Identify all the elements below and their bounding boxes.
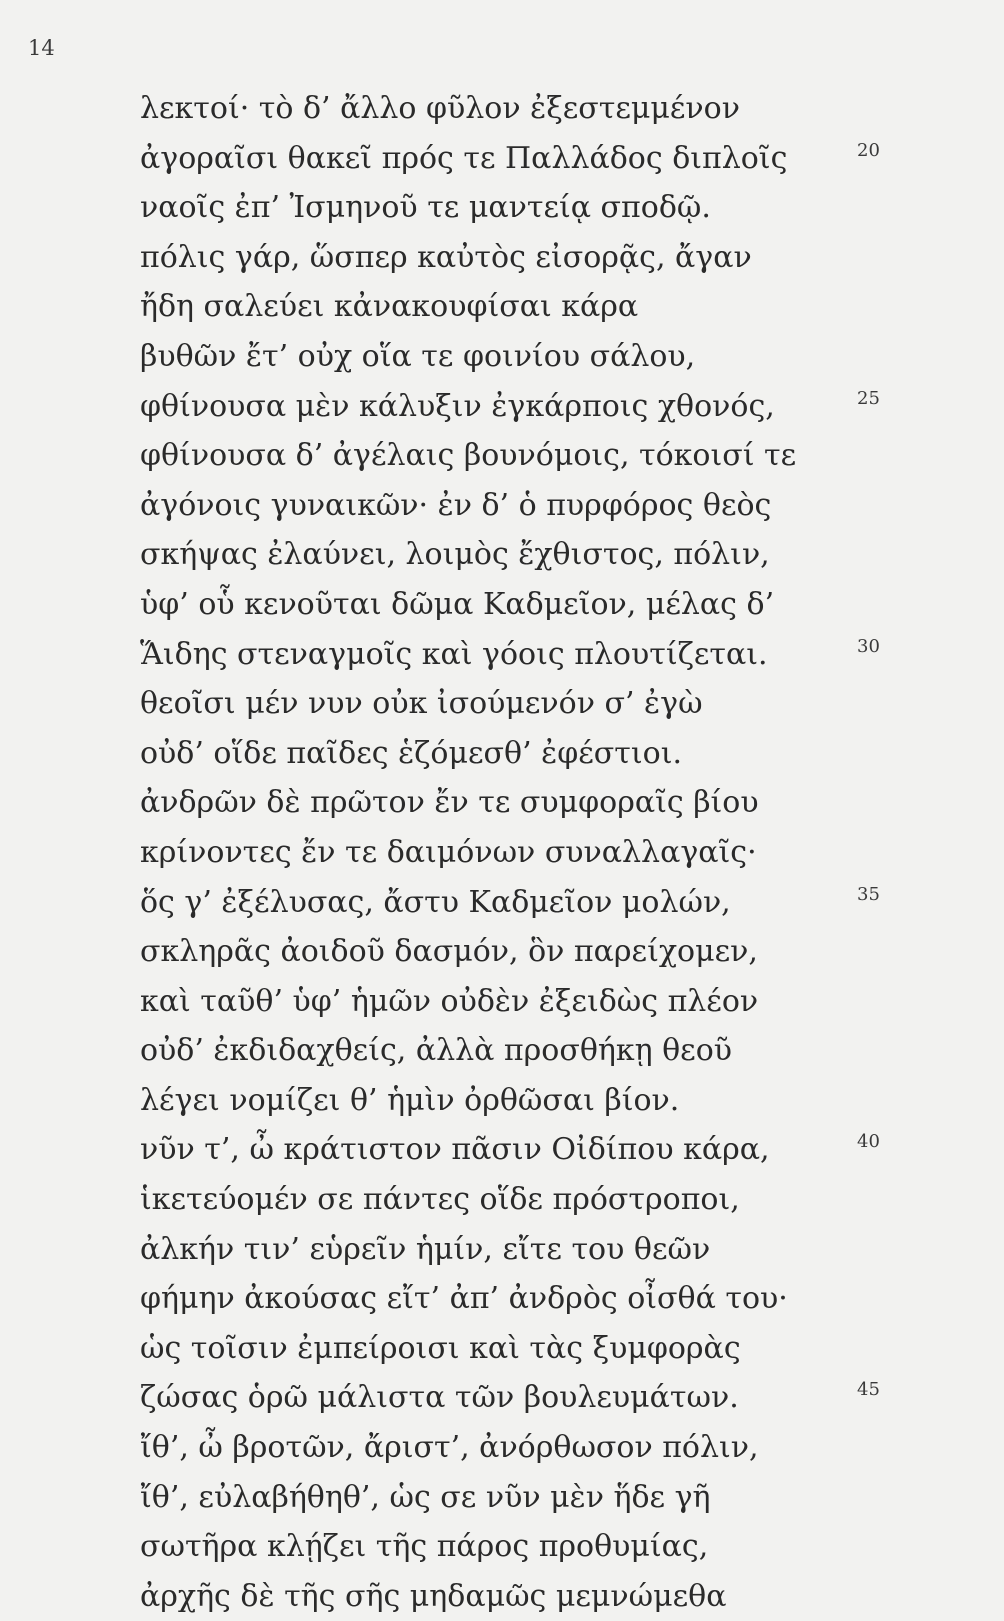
verse-line — [140, 84, 940, 134]
verse-line — [140, 134, 940, 184]
verse-line-text: κρίνοντες ἔν τε δαιμόνων συναλλαγαῖς· — [140, 834, 757, 870]
page-number: 14 — [28, 36, 55, 60]
verse-line — [140, 332, 940, 382]
verse-line — [140, 1125, 940, 1175]
line-number: 40 — [857, 1131, 880, 1153]
verse-line-text: σωτῆρα κλῄζει τῆς πάρος προθυμίας, — [140, 1529, 709, 1565]
verse-line-text: ὡς τοῖσιν ἐμπείροισι καὶ τὰς ξυμφορὰς — [140, 1330, 741, 1366]
verse-line — [140, 233, 940, 283]
verse-line-text: οὐδ’ ἐκδιδαχθείς, ἀλλὰ προσθήκῃ θεοῦ — [140, 1033, 733, 1069]
verse-line-text: φθίνουσα δ’ ἀγέλαις βουνόμοις, τόκοισί τε — [140, 438, 797, 474]
verse-line-text: φθίνουσα μὲν κάλυξιν ἐγκάρποις χθονός, — [140, 388, 775, 424]
verse-line — [140, 828, 940, 878]
line-number: 30 — [857, 635, 880, 657]
verse-line-text: ἀλκήν τιν’ εὑρεῖν ἡμίν, εἴτε του θεῶν — [140, 1231, 711, 1267]
verse-line — [140, 1225, 940, 1275]
verse-line-text: ἴθ’, εὐλαβήθηθ’, ὡς σε νῦν μὲν ἥδε γῆ — [140, 1479, 711, 1515]
line-number: 45 — [857, 1379, 880, 1401]
verse-line-text: πόλις γάρ, ὥσπερ καὐτὸς εἰσορᾷς, ἄγαν — [140, 239, 752, 275]
verse-line-text: ἤδη σαλεύει κἀνακουφίσαι κάρα — [140, 289, 639, 325]
verse-line — [140, 1572, 940, 1621]
verse-line — [140, 1324, 940, 1374]
verse-line-text: ὑφ’ οὗ κενοῦται δῶμα Καδμεῖον, μέλας δ’ — [140, 586, 775, 622]
line-number: 35 — [857, 883, 880, 905]
verse-line-text: καὶ ταῦθ’ ὑφ’ ἡμῶν οὐδὲν ἐξειδὼς πλέον — [140, 983, 759, 1019]
verse-line — [140, 679, 940, 729]
verse-line — [140, 927, 940, 977]
verse-line — [140, 481, 940, 531]
verse-line — [140, 977, 940, 1027]
verse-line-text: λεκτοί· τὸ δ’ ἄλλο φῦλον ἐξεστεμμένον — [140, 91, 740, 126]
verse-line — [140, 1522, 940, 1572]
verse-line — [140, 282, 940, 332]
verse-line-text: ζώσας ὁρῶ μάλιστα τῶν βουλευμάτων. — [140, 1380, 739, 1416]
verse-line — [140, 580, 940, 630]
verse-line — [140, 630, 940, 680]
verse-line — [140, 1423, 940, 1473]
verse-line-text: νῦν τ’, ὦ κράτιστον πᾶσιν Οἰδίπου κάρα, — [140, 1132, 770, 1168]
verse-line-text: Ἅιδης στεναγμοῖς καὶ γόοις πλουτίζεται. — [140, 636, 768, 672]
verse-line — [140, 1026, 940, 1076]
verse-line — [140, 1473, 940, 1523]
verse-line-text: ἱκετεύομέν σε πάντες οἵδε πρόστροποι, — [140, 1182, 740, 1218]
verse-block — [140, 84, 940, 1621]
verse-line — [140, 183, 940, 233]
verse-line — [140, 1076, 940, 1126]
verse-line — [140, 1175, 940, 1225]
verse-line-text: ἀνδρῶν δὲ πρῶτον ἔν τε συμφοραῖς βίου — [140, 785, 759, 821]
verse-line — [140, 530, 940, 580]
verse-line-text: ἀγοραῖσι θακεῖ πρός τε Παλλάδος διπλοῖς — [140, 140, 788, 176]
verse-line — [140, 878, 940, 928]
verse-line-text: ναοῖς ἐπ’ Ἰσμηνοῦ τε μαντείᾳ σποδῷ. — [140, 190, 711, 226]
verse-line — [140, 778, 940, 828]
verse-line-text: σκήψας ἐλαύνει, λοιμὸς ἔχθιστος, πόλιν, — [140, 537, 770, 573]
line-number: 20 — [857, 139, 880, 161]
verse-line-text: σκληρᾶς ἀοιδοῦ δασμόν, ὃν παρείχομεν, — [140, 934, 758, 970]
verse-line-text: λέγει νομίζει θ’ ἡμὶν ὀρθῶσαι βίον. — [140, 1082, 680, 1118]
verse-line — [140, 382, 940, 432]
verse-line-text: βυθῶν ἔτ’ οὐχ οἵα τε φοινίου σάλου, — [140, 338, 696, 374]
verse-line-text: ἀρχῆς δὲ τῆς σῆς μηδαμῶς μεμνώμεθα — [140, 1578, 727, 1614]
verse-line — [140, 431, 940, 481]
verse-line-text: ὅς γ’ ἐξέλυσας, ἄστυ Καδμεῖον μολών, — [140, 884, 731, 920]
verse-line — [140, 1373, 940, 1423]
line-number: 25 — [857, 387, 880, 409]
verse-line — [140, 1274, 940, 1324]
verse-line-text: θεοῖσι μέν νυν οὐκ ἰσούμενόν σ’ ἐγὼ — [140, 686, 703, 722]
verse-line-text: οὐδ’ οἵδε παῖδες ἑζόμεσθ’ ἐφέστιοι. — [140, 735, 682, 771]
verse-line-text: ἴθ’, ὦ βροτῶν, ἄριστ’, ἀνόρθωσον πόλιν, — [140, 1430, 759, 1466]
verse-line-text: ἀγόνοις γυναικῶν· ἐν δ’ ὁ πυρφόρος θεὸς — [140, 487, 772, 523]
verse-line-text: φήμην ἀκούσας εἴτ’ ἀπ’ ἀνδρὸς οἶσθά του· — [140, 1281, 788, 1317]
verse-line — [140, 729, 940, 779]
